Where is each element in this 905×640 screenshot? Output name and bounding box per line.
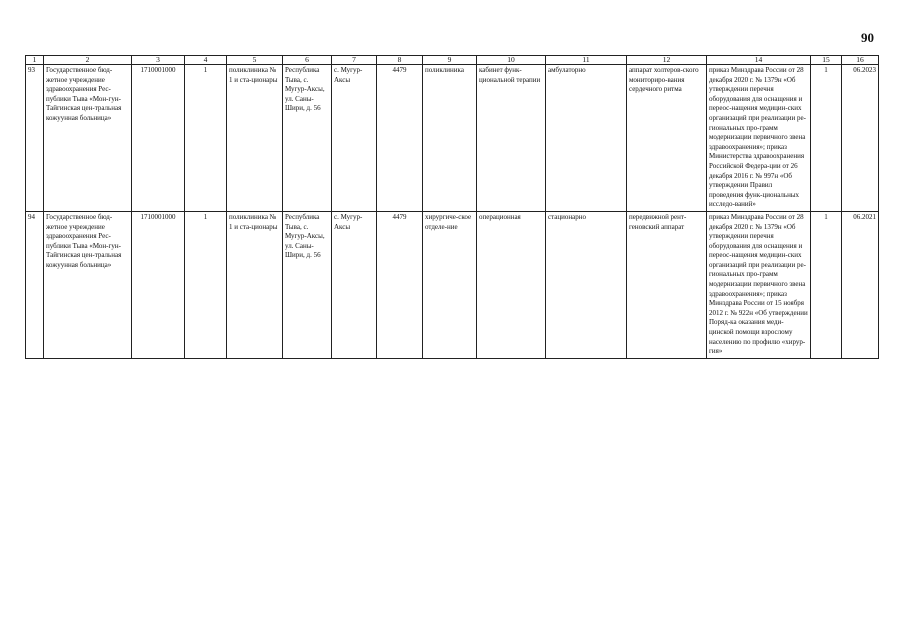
column-header: 9	[423, 56, 477, 65]
header-row	[26, 56, 879, 65]
column-header: 1	[26, 56, 44, 65]
row-number-cell: 94	[26, 211, 44, 358]
condition-cell: стационарно	[546, 211, 627, 358]
department-cell: хирургиче-ское отделе-ние	[423, 211, 477, 358]
quantity-cell: 1	[811, 211, 842, 358]
table-row	[26, 65, 879, 212]
id-cell: 4479	[377, 65, 423, 212]
row-number-cell: 93	[26, 65, 44, 212]
column-header: 7	[332, 56, 377, 65]
column-header: 3	[132, 56, 185, 65]
date-cell: 06.2021	[842, 211, 879, 358]
column-header: 15	[811, 56, 842, 65]
department-cell: поликлиника	[423, 65, 477, 212]
address-cell: Республика Тыва, с. Мугур-Аксы, ул. Саны-Шири, д. 56	[283, 65, 332, 212]
id-cell: 4479	[377, 211, 423, 358]
column-header: 10	[477, 56, 546, 65]
table-row	[26, 211, 879, 358]
room-cell: операционная	[477, 211, 546, 358]
column-header: 6	[283, 56, 332, 65]
column-header: 5	[227, 56, 283, 65]
locality-cell: с. Мугур-Аксы	[332, 65, 377, 212]
date-cell: 06.2023	[842, 65, 879, 212]
organization-cell: Государственное бюд-жетное учреждение здравоохранения Рес-публики Тыва «Мон-гун-Тайгинская цен-тральная кожуунная больница»	[44, 65, 132, 212]
basis-cell: приказ Минздрава России от 28 декабря 2020 г. № 1379н «Об утверждении перечня оборудования для оснащения и переос-нащения медицин-ских организаций при реализации ре-гиональных про-грамм модернизации первичного звена здравоохранения»; приказ Министерства здравоохранения Российской Федера-ции от 26 декабря 2016 г. № 997н «Об утверждении Правил проведения функ-циональных исследо-ваний»	[707, 65, 811, 212]
code-cell: 1710001000	[132, 65, 185, 212]
count-cell: 1	[185, 65, 227, 212]
address-cell: Республика Тыва, с. Мугур-Аксы, ул. Саны-Шири, д. 56	[283, 211, 332, 358]
locality-cell: с. Мугур-Аксы	[332, 211, 377, 358]
unit-cell: поликлиника № 1 и ста-ционары	[227, 65, 283, 212]
column-header: 14	[707, 56, 811, 65]
equipment-cell: аппарат холтеров-ского мониториро-вания сердечного ритма	[627, 65, 707, 212]
code-cell: 1710001000	[132, 211, 185, 358]
equipment-registry-table	[25, 55, 879, 359]
basis-cell: приказ Минздрава России от 28 декабря 2020 г. № 1379н «Об утверждении перечня оборудования для оснащения и переос-нащения медицин-ских организаций при реализации ре-гиональных про-грамм модернизации первичного звена здравоохранения»; приказ Минздрава России от 15 ноября 2012 г. № 922н «Об утверждении Поряд-ка оказания меди-цинской помощи взрослому населению по профилю «хирур-гия»	[707, 211, 811, 358]
equipment-cell: передвижной рент-геновский аппарат	[627, 211, 707, 358]
quantity-cell: 1	[811, 65, 842, 212]
column-header: 12	[627, 56, 707, 65]
condition-cell: амбулаторно	[546, 65, 627, 212]
page-number: 90	[861, 30, 874, 45]
column-header: 2	[44, 56, 132, 65]
column-header: 11	[546, 56, 627, 65]
room-cell: кабинет функ-циональной терапии	[477, 65, 546, 212]
column-header: 16	[842, 56, 879, 65]
organization-cell: Государственное бюд-жетное учреждение здравоохранения Рес-публики Тыва «Мон-гун-Тайгинская цен-тральная кожуунная больница»	[44, 211, 132, 358]
column-header: 4	[185, 56, 227, 65]
unit-cell: поликлиника № 1 и ста-ционары	[227, 211, 283, 358]
column-header: 8	[377, 56, 423, 65]
count-cell: 1	[185, 211, 227, 358]
